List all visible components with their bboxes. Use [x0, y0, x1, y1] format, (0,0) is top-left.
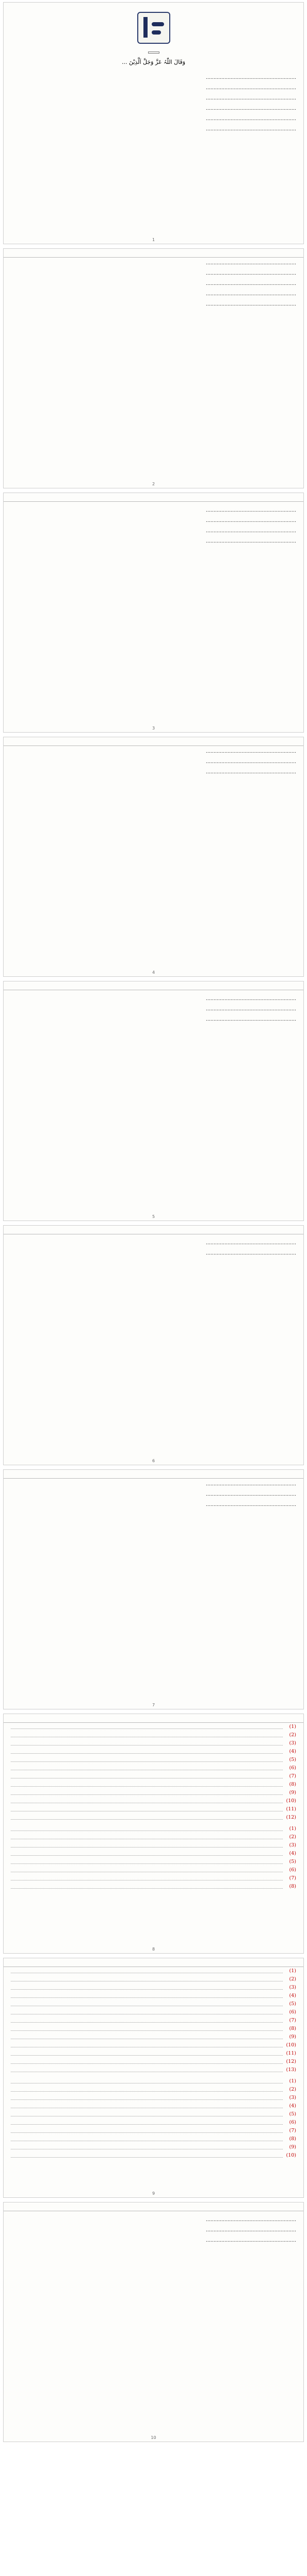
list-item-line	[11, 2000, 283, 2006]
paragraph: ..........................................................	[205, 116, 296, 122]
paragraph: ..........................................................	[205, 1250, 296, 1256]
page-header	[4, 1714, 303, 1723]
list-item-number: (3)	[289, 2095, 296, 2100]
list-item-number: (7)	[289, 2018, 296, 2023]
list-item	[11, 1967, 296, 1975]
paragraph: ..........................................................	[205, 126, 296, 132]
list-item	[11, 1772, 296, 1781]
list-item-line	[11, 1805, 283, 1811]
list-item-line	[11, 1874, 283, 1880]
list-item-line	[11, 1967, 283, 1973]
list-item	[11, 1748, 296, 1756]
list-item-number: (2)	[289, 1834, 296, 1840]
list-item-number: (3)	[289, 1842, 296, 1848]
paragraph: ..........................................................	[205, 2217, 296, 2223]
list-item-line	[11, 2102, 283, 2108]
list-item-line	[11, 2025, 283, 2031]
list-item	[11, 2000, 296, 2008]
list-item	[11, 2025, 296, 2033]
numbered-list	[4, 1825, 303, 1891]
list-item	[11, 1731, 296, 1739]
list-item	[11, 1866, 296, 1874]
page-number: 3	[152, 726, 155, 731]
list-item-number: (1)	[289, 2078, 296, 2084]
list-item-number: (2)	[289, 1976, 296, 1982]
list-item-number: (1)	[289, 1826, 296, 1832]
paragraph: ..........................................................	[205, 1502, 296, 1507]
list-item-line	[11, 1789, 283, 1795]
list-item	[11, 1883, 296, 1891]
list-item	[11, 1975, 296, 1984]
paragraph: ..........................................................	[205, 301, 296, 307]
list-item-number: (1)	[289, 1968, 296, 1974]
list-item-number: (1)	[289, 1724, 296, 1730]
paragraph: ..........................................................	[205, 85, 296, 91]
list-item-line	[11, 1814, 283, 1820]
list-item	[11, 1756, 296, 1764]
paragraph: ..........................................................	[205, 507, 296, 513]
list-item-number: (2)	[289, 1732, 296, 1738]
list-item-line	[11, 1992, 283, 1998]
paragraph: ..........................................................	[205, 260, 296, 266]
list-item	[11, 1723, 296, 1731]
list-item-line	[11, 1781, 283, 1787]
paragraph: ..........................................................	[205, 1492, 296, 1497]
list-item	[11, 2143, 296, 2151]
list-item	[11, 2110, 296, 2119]
list-item-number: (8)	[289, 2026, 296, 2031]
list-item-line	[11, 1833, 283, 1839]
list-item	[11, 2016, 296, 2025]
list-item	[11, 1825, 296, 1833]
page-header	[4, 493, 303, 502]
list-item-number: (5)	[289, 2111, 296, 2117]
paragraph: ..........................................................	[205, 759, 296, 765]
list-item-line	[11, 1756, 283, 1762]
list-item-line	[11, 2049, 283, 2056]
list-item	[11, 1850, 296, 1858]
paragraph: ..........................................................	[205, 270, 296, 276]
page-header	[4, 249, 303, 258]
list-item-number: (9)	[289, 2034, 296, 2040]
paragraph: ..........................................................	[205, 538, 296, 544]
list-item-line	[11, 2058, 283, 2064]
list-item-number: (5)	[289, 1757, 296, 1762]
list-item-number: (11)	[286, 2050, 296, 2056]
page-header	[4, 1470, 303, 1479]
page-number: 2	[152, 482, 155, 486]
list-item-line	[11, 2066, 283, 2072]
list-item-line	[11, 1841, 283, 1848]
list-item	[11, 1874, 296, 1883]
paragraph: ..........................................................	[205, 2227, 296, 2233]
list-item-line	[11, 1975, 283, 1981]
list-item-line	[11, 2119, 283, 2125]
page-7	[3, 1469, 304, 1709]
page-2	[3, 248, 304, 488]
list-item-number: (6)	[289, 2120, 296, 2125]
list-item-number: (6)	[289, 2009, 296, 2015]
list-item-line	[11, 1723, 283, 1729]
paragraph: ..........................................................	[205, 291, 296, 297]
list-item-number: (13)	[286, 2067, 296, 2073]
list-item-line	[11, 2127, 283, 2133]
list-item	[11, 2151, 296, 2160]
list-item-line	[11, 1748, 283, 1754]
opening-verse: وَقَالَ اللّٰہُ عَزَّ وَجَلَّ اَلَّذِیْنَ ...	[121, 59, 186, 65]
page-8	[3, 1714, 304, 1954]
list-item	[11, 2058, 296, 2066]
list-item-line	[11, 1883, 283, 1889]
article-body	[4, 1479, 303, 1516]
paragraph: ..........................................................	[205, 1006, 296, 1012]
list-item-number: (4)	[289, 2103, 296, 2109]
list-item	[11, 1833, 296, 1841]
article-body	[4, 746, 303, 783]
paragraph: ..........................................................	[205, 106, 296, 111]
page-number: 10	[151, 2435, 156, 2440]
page-6	[3, 1225, 304, 1465]
list-item-line	[11, 2033, 283, 2039]
page-number: 5	[152, 1214, 155, 1219]
list-item	[11, 2086, 296, 2094]
page-number: 9	[152, 2191, 155, 2196]
list-item	[11, 2094, 296, 2102]
article-body	[4, 258, 303, 315]
list-item-line	[11, 2094, 283, 2100]
list-item-line	[11, 2077, 283, 2083]
masthead	[4, 3, 303, 56]
list-item-line	[11, 1858, 283, 1864]
list-item	[11, 1992, 296, 2000]
list-item	[11, 2102, 296, 2110]
list-item-number: (12)	[286, 2059, 296, 2064]
paragraph: ..........................................................	[205, 749, 296, 754]
page-3	[3, 493, 304, 733]
page-number: 7	[152, 1703, 155, 1707]
article-body	[4, 990, 303, 1030]
list-item-line	[11, 1797, 283, 1803]
issue-subtitle	[148, 52, 159, 54]
list-item-number: (5)	[289, 2001, 296, 2007]
list-item	[11, 1814, 296, 1822]
list-item	[11, 1781, 296, 1789]
list-item	[11, 1797, 296, 1805]
list-item-line	[11, 2041, 283, 2047]
list-item-line	[11, 1866, 283, 1872]
paragraph: ..........................................................	[205, 1016, 296, 1022]
list-item-number: (3)	[289, 1985, 296, 1990]
page-header	[4, 981, 303, 990]
paragraph: ..........................................................	[205, 281, 296, 286]
list-item	[11, 2119, 296, 2127]
list-item-number: (12)	[286, 1815, 296, 1820]
list-item-number: (6)	[289, 1867, 296, 1873]
paragraph: ..........................................................	[205, 769, 296, 775]
list-item-number: (10)	[286, 1798, 296, 1804]
list-item-line	[11, 1825, 283, 1831]
paragraph: ..........................................................	[205, 75, 296, 80]
list-item	[11, 2127, 296, 2135]
list-item	[11, 2041, 296, 2049]
list-item-number: (9)	[289, 1790, 296, 1795]
list-item	[11, 2077, 296, 2086]
list-item	[11, 1764, 296, 1772]
list-item-line	[11, 2016, 283, 2023]
list-item-number: (10)	[286, 2153, 296, 2158]
list-item	[11, 2049, 296, 2058]
list-item-number: (6)	[289, 1765, 296, 1771]
list-item	[11, 2066, 296, 2074]
article-body	[4, 2211, 303, 2251]
page-header	[4, 2202, 303, 2211]
list-item-line	[11, 1772, 283, 1778]
page-header	[4, 737, 303, 746]
paragraph: ..........................................................	[205, 1240, 296, 1246]
list-item-line	[11, 1984, 283, 1990]
numbered-list	[4, 1723, 303, 1822]
paragraph: ..........................................................	[205, 518, 296, 523]
list-item	[11, 2008, 296, 2016]
page-1	[3, 2, 304, 244]
article-body	[4, 1234, 303, 1268]
paragraph: ..........................................................	[205, 528, 296, 534]
list-item-number: (4)	[289, 1749, 296, 1754]
list-item-line	[11, 1764, 283, 1770]
list-item-number: (3)	[289, 1740, 296, 1746]
numbered-list	[4, 2077, 303, 2160]
list-item-line	[11, 1739, 283, 1745]
page-header	[4, 1958, 303, 1967]
list-item-line	[11, 2086, 283, 2092]
page-number: 6	[152, 1459, 155, 1463]
list-item-number: (10)	[286, 2042, 296, 2048]
list-item-number: (7)	[289, 1773, 296, 1779]
list-item	[11, 1984, 296, 1992]
list-item	[11, 1841, 296, 1850]
list-item-number: (11)	[286, 1806, 296, 1812]
list-item-number: (4)	[289, 1993, 296, 1998]
list-item-line	[11, 1850, 283, 1856]
paragraph: ..........................................................	[205, 2238, 296, 2243]
list-item-number: (8)	[289, 1884, 296, 1889]
list-item-number: (7)	[289, 1875, 296, 1881]
list-item-number: (4)	[289, 1851, 296, 1856]
list-item-number: (8)	[289, 2136, 296, 2142]
paragraph: ..........................................................	[205, 1481, 296, 1487]
list-item	[11, 1739, 296, 1748]
page-number: 4	[152, 970, 155, 975]
list-item	[11, 2033, 296, 2041]
quoted-verse	[11, 1260, 296, 1264]
list-item-number: (8)	[289, 1782, 296, 1787]
page-9	[3, 1958, 304, 2198]
numbered-list	[4, 1967, 303, 2074]
list-item	[11, 1858, 296, 1866]
list-item	[11, 1805, 296, 1814]
paragraph: ..........................................................	[205, 95, 296, 101]
list-item	[11, 1789, 296, 1797]
journal-logo	[137, 12, 170, 44]
list-item-line	[11, 2110, 283, 2116]
list-item-line	[11, 2008, 283, 2014]
page-number: 1	[152, 238, 155, 242]
list-item-line	[11, 2151, 283, 2158]
list-item	[11, 2135, 296, 2143]
list-item-line	[11, 1731, 283, 1737]
list-item-number: (9)	[289, 2144, 296, 2150]
list-item-number: (2)	[289, 2087, 296, 2092]
article-body	[4, 72, 303, 140]
article-body	[4, 505, 303, 552]
list-item-number: (7)	[289, 2128, 296, 2133]
list-item-line	[11, 2143, 283, 2149]
page-header	[4, 1226, 303, 1234]
page-number: 8	[152, 1947, 155, 1952]
list-item-line	[11, 2135, 283, 2141]
page-4	[3, 737, 304, 977]
list-item-number: (5)	[289, 1859, 296, 1865]
paragraph: ..........................................................	[205, 996, 296, 1002]
page-5	[3, 981, 304, 1221]
page-10	[3, 2202, 304, 2442]
